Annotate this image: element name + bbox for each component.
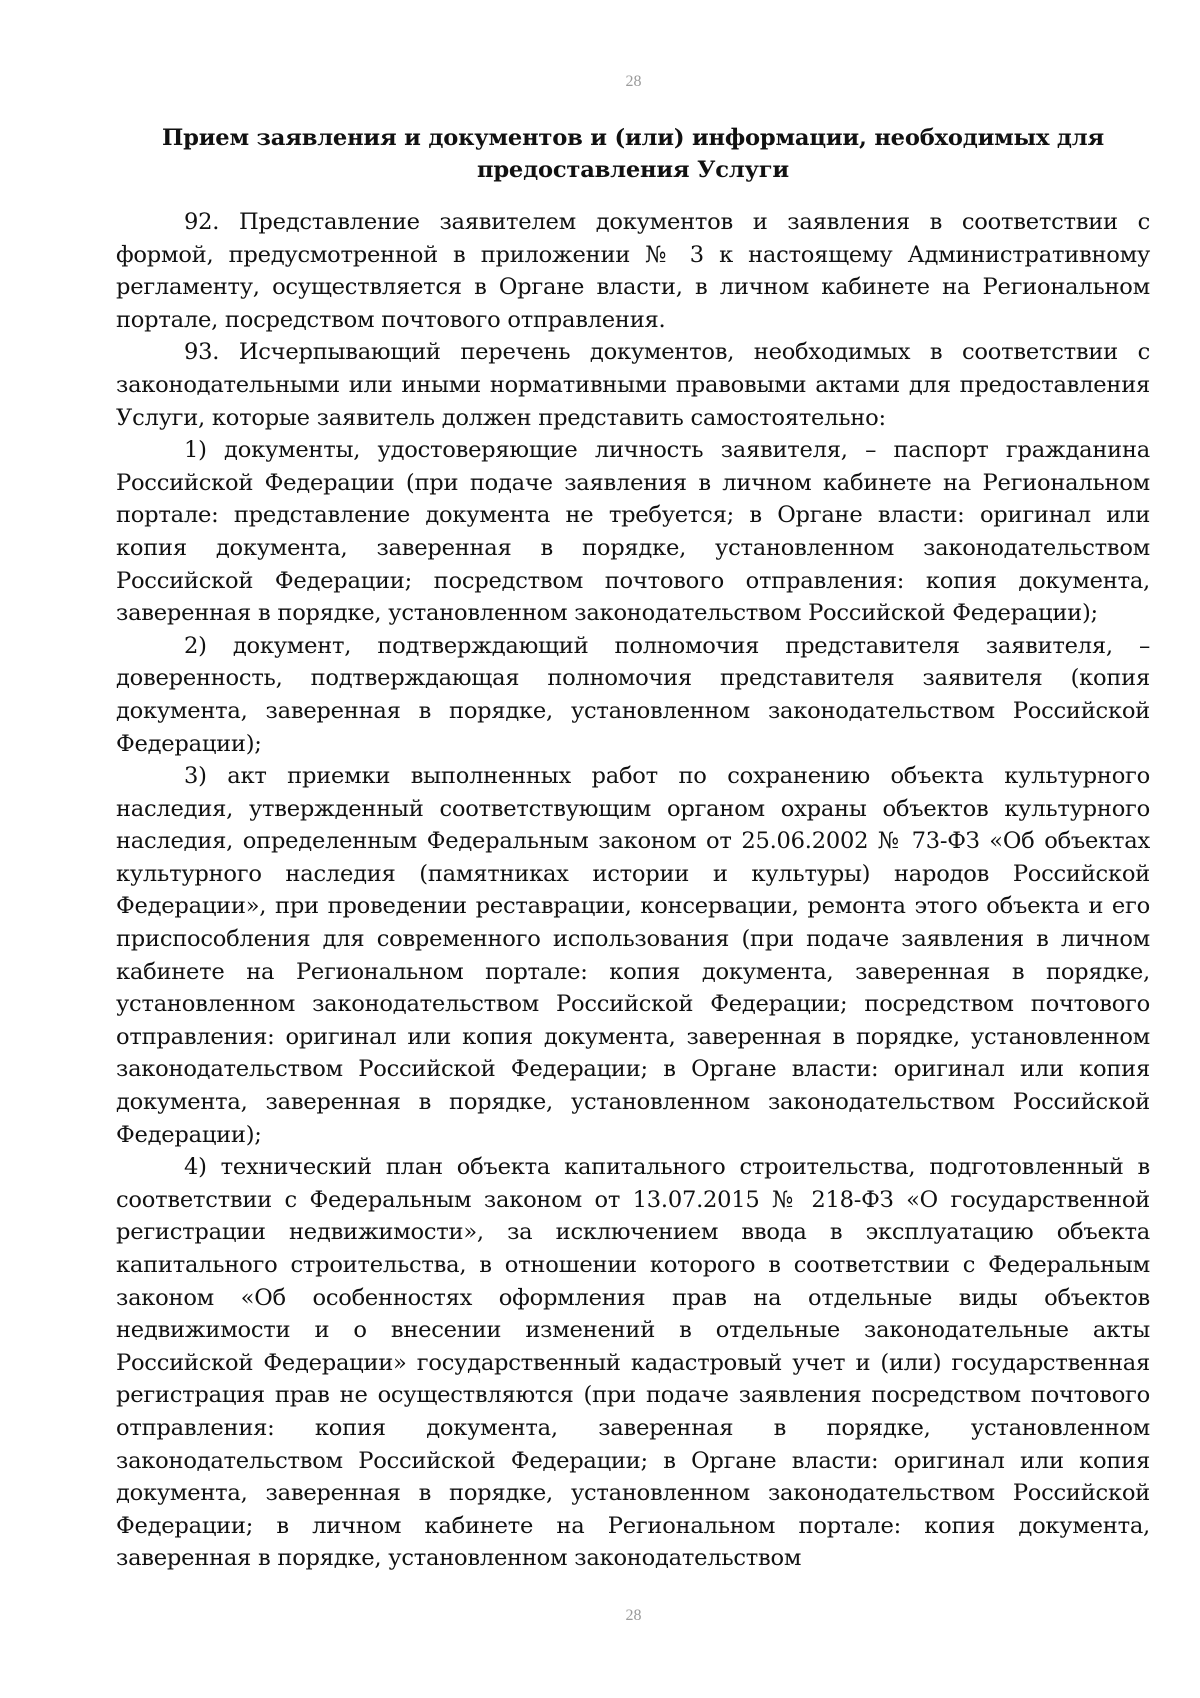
section-heading: Прием заявления и документов и (или) информации, необходимых для предоставления Услуги [161,125,1105,183]
paragraph-93: 93. Исчерпывающий перечень документов, необходимых в соответствии с законодательными или иными нормативными правовыми актами для предоставления Услуги, которые заявитель должен представить самостоятельно: [116,339,1150,431]
paragraph-92: 92. Представление заявителем документов и заявления в соответствии с формой, предусмотренной в приложении № 3 к настоящему Административному регламенту, осуществляется в Органе власти, в личном кабинете на Региональном портале, посредством почтового отправления. [116,209,1150,333]
page-number-top: 28 [625,73,642,90]
list-item-4: 4) технический план объекта капитального строительства, подготовленный в соответствии с Федеральным законом от 13.07.2015 № 218-ФЗ «О государственной регистрации недвижимости», за исключением ввода в эксплуатацию объекта капитального строительства, в отношении которого в соответствии с Федеральным законом «Об особенностях оформления прав на отдельные виды объектов недвижимости и о внесении изменений в отдельные законодательные акты Российской Федерации» государственный кадастровый учет и (или) государственная регистрация прав не осуществляются (при подаче заявления посредством почтового отправления: копия документа, заверенная в порядке, установленном законодательством Российской Федерации; в Органе власти: оригинал или копия документа, заверенная в порядке, установленном законодательством Российской Федерации; в личном кабинете на Региональном портале: копия документа, заверенная в порядке, установленном законодательством [116,1154,1150,1572]
list-item-2: 2) документ, подтверждающий полномочия представителя заявителя, – доверенность, подтверждающая полномочия представителя заявителя (копия документа, заверенная в порядке, установленном законодательством Российской Федерации); [116,632,1150,757]
document-body [116,122,1150,1575]
list-item-3: 3) акт приемки выполненных работ по сохранению объекта культурного наследия, утвержденный соответствующим органом охраны объектов культурного наследия, определенным Федеральным законом от 25.06.2002 № 73-ФЗ «Об объектах культурного наследия (памятниках истории и культуры) народов Российской Федерации», при проведении реставрации, консервации, ремонта этого объекта и его приспособления для современного использования (при подаче заявления в личном кабинете на Региональном портале: копия документа, заверенная в порядке, установленном законодательством Российской Федерации; посредством почтового отправления: оригинал или копия документа, заверенная в порядке, установленном законодательством Российской Федерации; в Органе власти: оригинал или копия документа, заверенная в порядке, установленном законодательством Российской Федерации); [116,763,1150,1148]
page-number-bottom: 28 [625,1607,642,1624]
list-item-1: 1) документы, удостоверяющие личность заявителя, – паспорт гражданина Российской Федерации (при подаче заявления в личном кабинете на Региональном портале: представление документа не требуется; в Органе власти: оригинал или копия документа, заверенная в порядке, установленном законодательством Российской Федерации; посредством почтового отправления: копия документа, заверенная в порядке, установленном законодательством Российской Федерации); [116,437,1150,627]
